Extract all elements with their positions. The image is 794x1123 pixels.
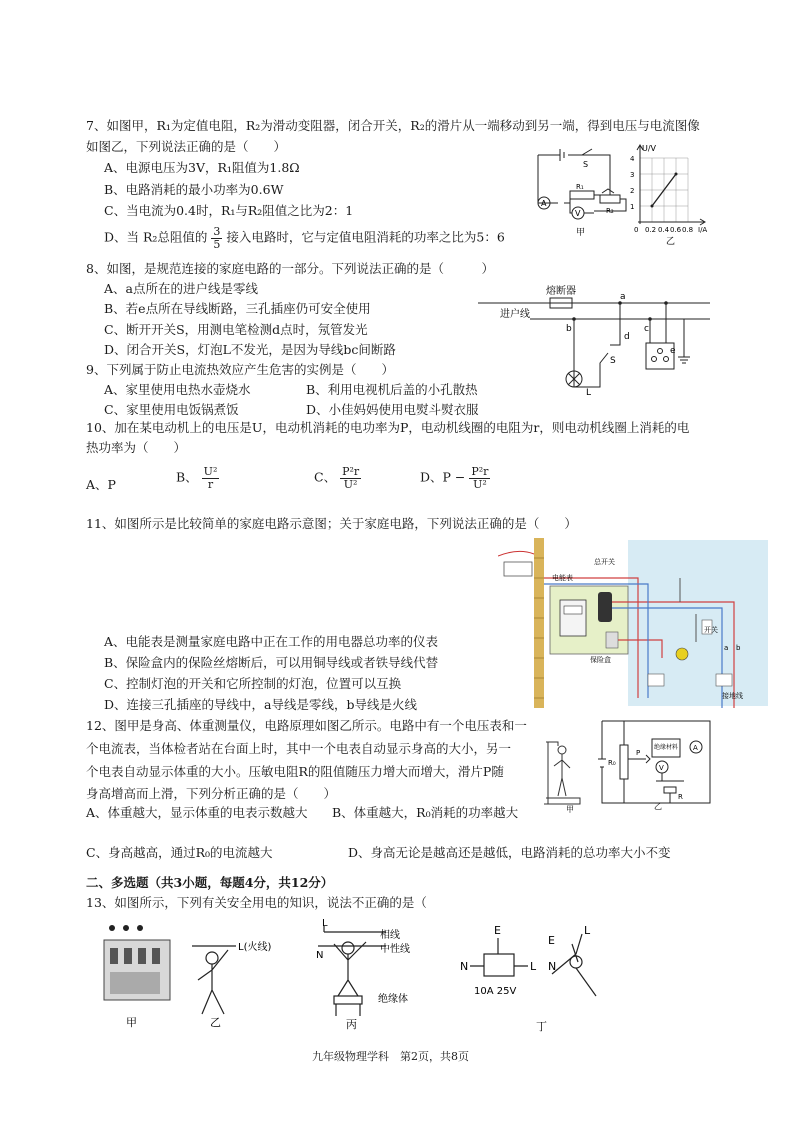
q8-switch-s: S [610, 356, 616, 366]
q11-option-a: A、电能表是测量家庭电路中正在工作的用电器总功率的仪表 [104, 634, 439, 649]
q8-line-in-label: 进户线 [500, 309, 530, 320]
q13-ding-e: E [548, 934, 555, 947]
q13-caption-bing: 丙 [346, 1018, 357, 1031]
q7-option-c: C、当电流为0.4时，R₁与R₂阻值之比为2：1 [104, 203, 354, 218]
q10-stem-line2: 热功率为（ ） [86, 440, 187, 455]
q11-option-d: D、连接三孔插座的导线中，a导线是零线，b导线是火线 [104, 697, 417, 712]
q7-fraction-denominator: 5 [213, 237, 221, 251]
q10-option-c-label: C、 [314, 469, 337, 485]
q9-option-a: A、家里使用电热水壶烧水 [104, 382, 251, 397]
page-footer: 九年级物理学科 第2页，共8页 [312, 1050, 469, 1063]
section-2-title: 二、多选题（共3小题，每题4分，共12分） [86, 875, 334, 890]
q11-meter-label: 电能表 [552, 574, 573, 582]
q7-fraction [211, 226, 222, 250]
q12-fig-yi-caption: 乙 [654, 802, 662, 811]
q7-option-d-suffix: 接入电路时，它与定值电阻消耗的功率之比为5：6 [226, 229, 505, 245]
q8-household-circuit [470, 283, 720, 403]
q13-plug-e: E [494, 924, 501, 937]
q7-stem-line2: 如图乙，下列说法正确的是（ ） [86, 139, 287, 154]
q12-voltmeter-v: V [659, 764, 664, 772]
q7-voltmeter-label: V [575, 209, 581, 218]
q13-fig-jia-outlet [104, 925, 170, 1000]
q8-stem: 8、如图，是规范连接的家庭电路的一部分。下列说法正确的是（ ） [86, 261, 494, 276]
q12-fig-jia-measuring-device [540, 738, 600, 814]
q13-plug-n: N [460, 960, 469, 973]
q7-y-tick-3: 3 [630, 171, 635, 179]
q10-option-b [176, 466, 219, 490]
q7-option-d-prefix: D、当 R₂总阻值的 [104, 229, 208, 245]
q8-option-a: A、a点所在的进户线是零线 [104, 281, 258, 296]
q13-caption-jia: 甲 [126, 1016, 137, 1029]
q12-label-p: P [636, 749, 641, 757]
q13-ding-n: N [548, 960, 557, 973]
q7-y-tick-1: 1 [630, 203, 635, 211]
q10-option-b-label: B、 [176, 469, 198, 485]
q13-bing-insulator-label: 绝缘体 [378, 994, 408, 1005]
q11-stem: 11、如图所示是比较简单的家庭电路示意图；关于家庭电路，下列说法正确的是（ ） [86, 516, 577, 531]
q7-y-tick-4: 4 [630, 155, 635, 163]
q10-option-a: A、P [86, 477, 116, 492]
q12-label-insulator: 绝缘材料 [654, 744, 679, 751]
q13-stem: 13、如图所示，下列有关安全用电的知识，说法不正确的是（ [86, 895, 427, 910]
q7-circuit-diagram [530, 143, 630, 239]
q9-option-b: B、利用电视机后盖的小孔散热 [306, 382, 478, 397]
q13-bing-neutral-label: 中性线 [380, 944, 410, 955]
q8-point-c: c [644, 324, 649, 334]
q8-lamp-l: L [586, 388, 592, 398]
q13-plug-l: L [530, 960, 537, 973]
q12-label-r0: R₀ [608, 759, 616, 767]
q7-fig-yi-caption: 乙 [666, 237, 676, 247]
q8-point-e: e [670, 346, 676, 356]
q13-caption-ding: 丁 [536, 1020, 547, 1033]
q7-x-tick-3: 0.6 [670, 226, 682, 234]
q8-option-b: B、若e点所在导线断路，三孔插座仍可安全使用 [104, 301, 371, 316]
q11-main-switch-label: 总开关 [594, 558, 615, 566]
q11-fuse-box-label: 保险盒 [590, 656, 611, 664]
q7-label-r1: R₁ [576, 183, 584, 191]
q7-x-tick-2: 0.4 [658, 226, 670, 234]
q13-plug-rating: 10A 25V [474, 986, 517, 997]
q12-option-d: D、身高无论是越高还是越低，电路消耗的总功率大小不变 [348, 845, 671, 860]
q12-label-r: R [678, 793, 683, 801]
q10-option-d [420, 466, 490, 490]
q11-ground-label: 接地线 [722, 692, 743, 700]
q11-wire-b: b [736, 644, 741, 652]
q8-fuse-label: 熔断器 [546, 286, 576, 297]
q8-point-a: a [620, 292, 626, 302]
q10-d-numerator: P²r [471, 465, 489, 478]
q13-yi-live-wire-label: L(火线) [238, 942, 272, 953]
q7-stem-line1: 7、如图甲，R₁为定值电阻，R₂为滑动变阻器，闭合开关，R₂的滑片从一端移动到另一端，得到电压与电流图像 [86, 118, 700, 133]
q9-option-d: D、小佳妈妈使用电熨斗熨衣服 [306, 402, 479, 417]
q8-point-b: b [566, 324, 572, 334]
q10-c-denominator: U² [343, 477, 358, 491]
q7-x-tick-0: 0 [634, 226, 639, 234]
q8-option-c: C、断开开关S，用测电笔检测d点时，氖管发光 [104, 322, 368, 337]
q9-option-c: C、家里使用电饭锅煮饭 [104, 402, 239, 417]
q10-option-c-fraction [340, 466, 361, 490]
q12-option-b: B、体重越大，R₀消耗的功率越大 [332, 805, 519, 820]
q13-ding-l: L [584, 924, 591, 937]
q7-y-tick-2: 2 [630, 187, 635, 195]
q12-option-a: A、体重越大，显示体重的电表示数越大 [86, 805, 308, 820]
q10-c-numerator: P²r [342, 465, 360, 478]
q8-point-d: d [624, 332, 630, 342]
q11-household-diagram [498, 538, 770, 708]
q7-x-tick-1: 0.2 [645, 226, 657, 234]
q7-ammeter-label: A [541, 199, 547, 208]
q7-option-b: B、电路消耗的最小功率为0.6W [104, 182, 284, 197]
q13-bing-n: N [316, 950, 324, 961]
q10-option-d-label: D、P − [420, 469, 466, 485]
q7-axis-y-label: U/V [642, 144, 657, 153]
q12-stem-line4: 身高增高而上滑，下列分析正确的是（ ） [86, 786, 337, 801]
q12-stem-line3: 个电表自动显示体重的大小。压敏电阻R的阻值随压力增大而增大，滑片P随 [86, 764, 504, 779]
q7-option-d [104, 226, 505, 250]
q10-b-numerator: U² [203, 465, 218, 478]
q13-bing-l: L [322, 918, 328, 929]
q13-caption-yi: 乙 [210, 1016, 221, 1029]
q10-stem-line1: 10、加在某电动机上的电压是U，电动机消耗的电功率为P，电动机线圈的电阻为r，则电动机线圈上消耗的电 [86, 420, 690, 435]
q13-figures [96, 918, 616, 1034]
q11-wire-a: a [724, 644, 729, 652]
q12-option-c: C、身高越高，通过R₀的电流越大 [86, 845, 273, 860]
q12-fig-yi-circuit [598, 715, 716, 811]
q10-b-denominator: r [207, 477, 214, 491]
q8-option-d: D、闭合开关S，灯泡L不发光，是因为导线bc间断路 [104, 342, 396, 357]
q10-option-b-fraction [202, 466, 220, 490]
q7-fig-jia-caption: 甲 [576, 228, 586, 238]
q12-ammeter-a: A [693, 744, 698, 752]
q10-option-c [314, 466, 361, 490]
q12-fig-jia-caption: 甲 [566, 805, 574, 814]
q7-fraction-numerator: 3 [213, 225, 221, 238]
q13-fig-yi-person [192, 946, 236, 1014]
q12-stem-line2: 个电流表，当体检者站在台面上时，其中一个电表自动显示身高的大小，另一 [86, 741, 512, 756]
q11-option-c: C、控制灯泡的开关和它所控制的灯泡，位置可以互换 [104, 676, 402, 691]
q13-bing-live-label: 相线 [380, 930, 400, 941]
q9-stem: 9、下列属于防止电流热效应产生危害的实例是（ ） [86, 362, 394, 377]
q10-d-denominator: U² [473, 477, 487, 491]
q11-switch-label: 开关 [704, 626, 718, 634]
q7-label-r2: R₂ [606, 207, 614, 215]
q7-label-s: S [583, 160, 589, 169]
q7-option-a: A、电源电压为3V，R₁阻值为1.8Ω [104, 160, 300, 175]
q11-option-b: B、保险盒内的保险丝熔断后，可以用铜导线或者铁导线代替 [104, 655, 439, 670]
q7-axis-x-label: I/A [698, 226, 708, 234]
q7-graph [628, 140, 724, 248]
q7-x-tick-4: 0.8 [682, 226, 694, 234]
q10-option-d-fraction [469, 466, 490, 490]
q12-stem-line1: 12、图甲是身高、体重测量仪，电路原理如图乙所示。电路中有一个电压表和一 [86, 718, 527, 733]
q13-fig-bing-person [318, 926, 386, 1016]
